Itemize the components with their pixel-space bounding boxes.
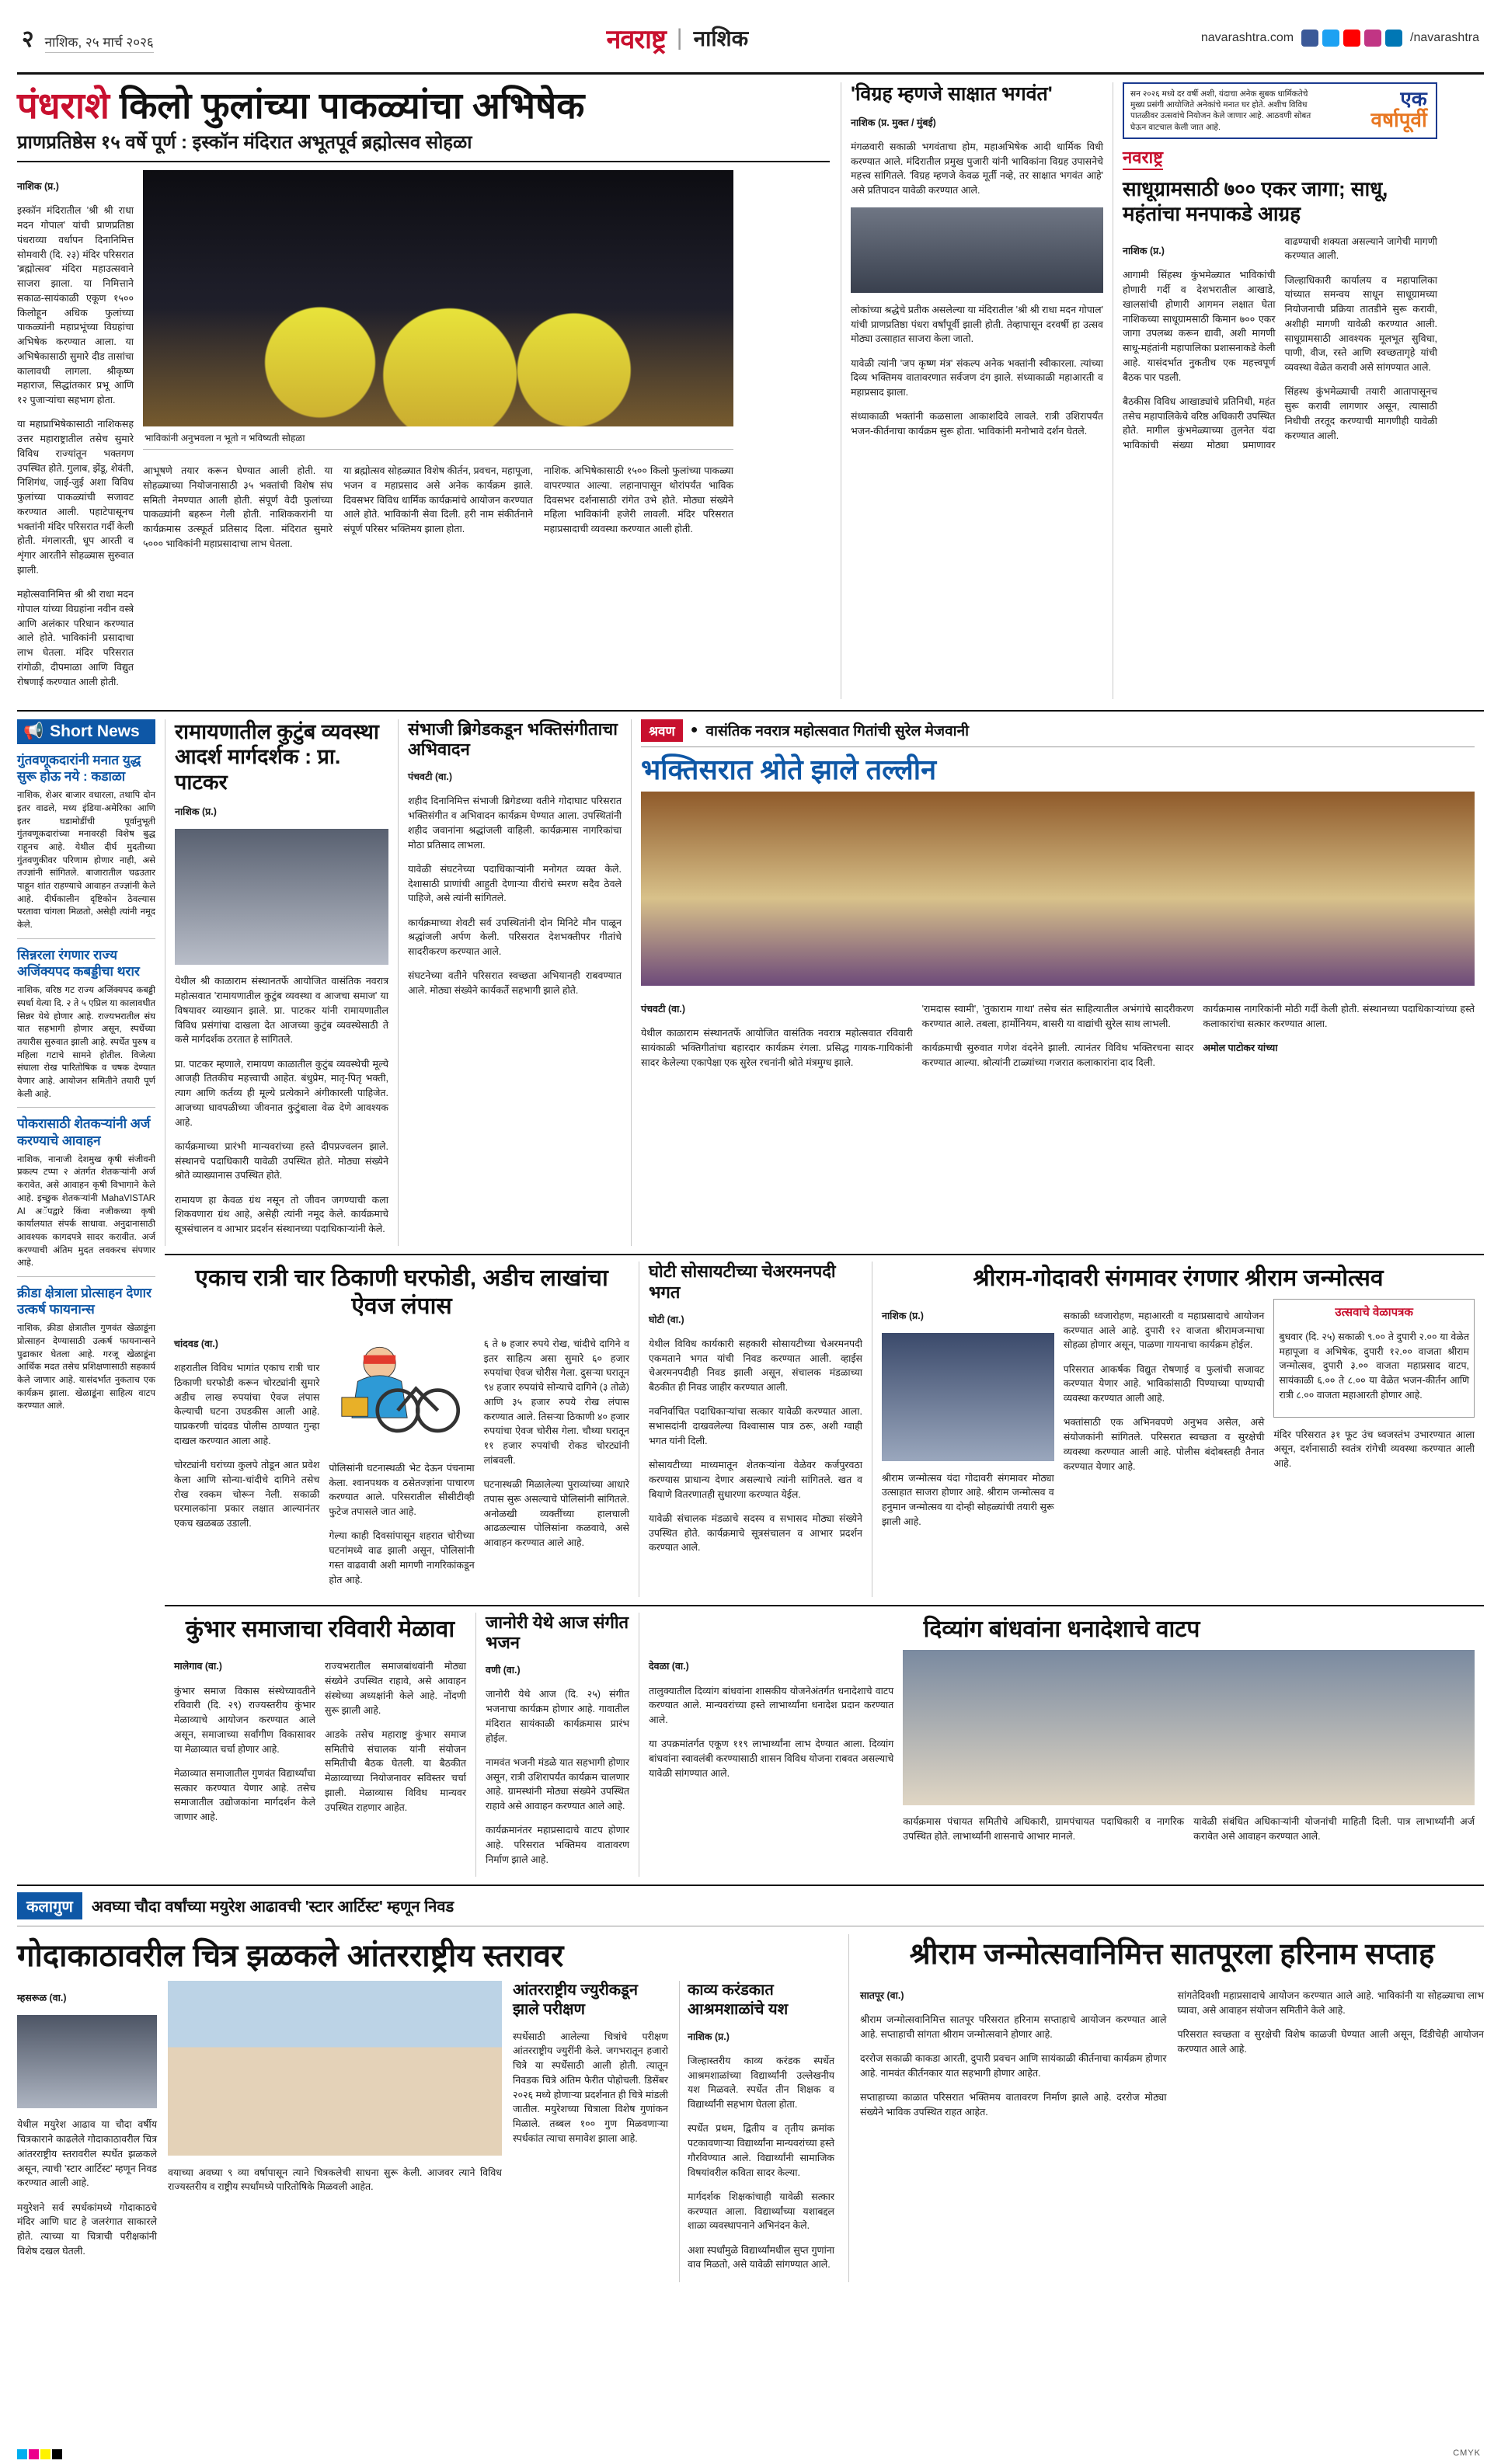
lead-body-grid — [17, 170, 830, 699]
shravan-badge: श्रवण — [641, 719, 683, 742]
lead-photo — [143, 170, 733, 426]
top-section — [17, 82, 1484, 699]
short-news-item-body: नाशिक, क्रीडा क्षेत्रातील गुणवंत खेळाडूंना प्रोत्साहन देण्यासाठी उत्कर्ष फायनान्सने पुढाकार घेतला आहे. गरजू खेळाडूंना आर्थिक मदत तसेच प्रशिक्षणासाठी सहकार्य केले जाणार आहे. यासंदर्भात नुकताच एक कार्यक्रम झाला. खेळाडूंना साहित्य वाटप करण्यात आले. — [17, 1324, 155, 1411]
lead-dateline: नाशिक (प्र.) — [17, 181, 59, 193]
kalagun-subhead: आंतरराष्ट्रीय ज्युरीकडून झाले परीक्षण — [513, 1982, 638, 2019]
short-news-item-title: गुंतवणूकदारांनी मनात युद्ध सुरू होऊ नये : कडाळा — [17, 752, 141, 785]
ghoti-body-4: यावेळी संचालक मंडळाचे सदस्य व सभासद मोठ्या संख्येने उपस्थित होते. कार्यक्रमाचे सूत्रसंचालन व आभार प्रदर्शन करण्यात आले. — [649, 1512, 862, 1554]
kalagun-headline: गोदाकाठावरील चित्र झळकले आंतरराष्ट्रीय स्तरावर — [17, 1939, 564, 1974]
kumbhar-body-1: कुंभार समाज विकास संस्थेच्यावतीने रविवारी (दि. २९) राज्यस्तरीय कुंभार मेळाव्याचे आयोजन करण्यात आले असून, समाजाच्या सर्वांगीण विकासावर या मेळाव्यात चर्चा होणार आहे. — [174, 1685, 315, 1755]
megaphone-icon: 📢 — [23, 722, 44, 740]
ghoti-body-3: सोसायटीच्या माध्यमातून शेतकऱ्यांना वेळेवर कर्जपुरवठा करण्यास प्राधान्य देणार असल्याचे त्यांनी सांगितले. खत व बियाणे वितरणातही सुधारणा करण्यात येईल. — [649, 1460, 862, 1500]
social-icons[interactable] — [1301, 30, 1402, 47]
lead-body-5: या ब्रह्मोत्सव सोहळ्यात विशेष कीर्तन, प्रवचन, महापूजा, भजन व महाप्रसाद असे अनेक कार्यक्रम झाले. दिवसभर विविध धार्मिक कार्यक्रमांचे आयोजन करण्यात आले होते. भाविकांनी सेवा दिली. हरी नाम संकीर्तनाने संपूर्ण परिसर भक्तिमय झाला होता. — [343, 465, 533, 535]
sangam-body-2: सकाळी ध्वजारोहण, महाआरती व महाप्रसादाचे आयोजन करण्यात आले आहे. दुपारी १२ वाजता श्रीरामजन्माचा सोहळा होणार असून, पाळणा गायनाचा कार्यक्रम होईल. — [1063, 1310, 1265, 1351]
kavya-story — [679, 1981, 834, 2282]
ramayana-body-3: कार्यक्रमाच्या प्रारंभी मान्यवरांच्या हस्ते दीपप्रज्वलन झाले. संस्थानचे पदाधिकारी यावेळी उपस्थित होते. मोठ्या संख्येने श्रोते व्याख्यानास उपस्थित होते. — [175, 1140, 388, 1182]
shravan-header — [641, 719, 1475, 747]
shravan-dateline: पंचवटी (वा.) — [641, 1003, 685, 1014]
shravan-photo — [641, 792, 1475, 986]
haripath-body-3: सप्ताहाच्या काळात परिसरात भक्तिमय वातावरण निर्माण झाले आहे. दररोज मोठ्या संख्येने भाविक उपस्थित राहत आहेत. — [860, 2092, 1167, 2118]
sangam-col-2 — [1064, 1299, 1265, 1539]
kumbhar-col-2 — [325, 1650, 466, 1835]
masthead-divider: | — [676, 24, 683, 50]
lead-body-2: या महाप्राभिषेकासाठी नाशिकसह उत्तर महाराष्ट्रातील तसेच सुमारे विविध राज्यांतून भक्तगण उपस्थित होते. गुलाब, झेंडू, शेवंती, निशिगंध, जाई-जुई अशा विविध फुलांच्या पाकळ्यांची सजावट करण्यात आली. पहाटेपासूनच भक्तांनी मंदिर परिसरात गर्दी केली होती. मंगलारती, धूप आरती व शृंगार आरतीने सोहळ्यास सुरुवात झाली. — [17, 419, 134, 576]
color-swatch-cyan — [17, 2449, 27, 2459]
gharfodi-col-3 — [484, 1327, 629, 1597]
lead-col-1 — [17, 170, 134, 699]
haripath-col-1 — [860, 1979, 1167, 2130]
divyang-body-3: कार्यक्रमास पंचायत समितीचे अधिकारी, ग्रामपंचायत पदाधिकारी व नागरिक उपस्थित होते. लाभार्थ्यांनी शासनाचे आभार मानले. — [903, 1816, 1185, 1843]
sangam-body-4: भक्तांसाठी एक अभिनवपणे अनुभव असेल, असे संयोजकांनी सांगितले. परिसरात स्वच्छता व सुरक्षेची व्यवस्था करण्यात आली आहे. पोलीस बंदोबस्तही तैनात करण्यात येणार आहे. — [1063, 1417, 1265, 1472]
short-news-header — [17, 719, 155, 744]
gharfodi-body-5: ६ ते ७ हजार रुपये रोख, चांदीचे दागिने व इतर साहित्य असा सुमारे ६० हजार रुपयांचा ऐवज चोरीस गेला. दुसऱ्या घरातून ९४ हजार रुपयांचे सोन्याचे दागिने (३ तोळे) आणि ३५ हजार रुपये रोख लंपास करण्यात आले. तिसऱ्या ठिकाणी ४० हजार रुपयांचा ऐवज चोरीस गेला. चौथ्या घरातून ११ हजार रुपयांची रोकड चोरट्यांनी लांबवली. — [483, 1338, 629, 1466]
sadhugram-body-1: आगामी सिंहस्थ कुंभमेळ्यात भाविकांची होणारी गर्दी व देशभरातील आखाडे, खालसांची होणारी आगमन लक्षात घेता नाशिकच्या साधूग्रामसाठी किमान ७०० एकर जागा उपलब्ध करून द्यावी, अशी मागणी साधू-महंतांनी महापालिका प्रशासनाकडे केली आहे. यासंदर्भात नुकतीच एक महत्त्वपूर्ण बैठक पार पडली. — [1123, 270, 1276, 383]
gharfodi-col-2 — [329, 1327, 474, 1597]
sadhugram-body-4: सिंहस्थ कुंभमेळ्याची तयारी आतापासूनच सुरू करावी लागणार असून, त्यासाठी निधीची तरतूद करण्याची मागणीही यावेळी करण्यात आली. — [1284, 386, 1437, 441]
bottom-section — [17, 1934, 1484, 2282]
shravan-body-cols — [641, 992, 1475, 1080]
gharfodi-body-2: चोरट्यांनी घरांच्या कुलपे तोडून आत प्रवेश केला आणि सोन्या-चांदीचे दागिने तसेच रोख रक्कम चोरून नेली. सकाळी घरमालकांना प्रकार लक्षात आल्यानंतर एकच खळबळ उडाली. — [174, 1460, 320, 1530]
sambhaji-body-1: शहीद दिनानिमित्त संभाजी ब्रिगेडच्या वतीने गोदाघाट परिसरात भक्तिसंगीत व अभिवादन कार्यक्रम घेण्यात आला. उपस्थितांनी शहीद जवानांना श्रद्धांजली वाहिली. कार्यक्रमास नागरिकांचा मोठा प्रतिसाद लाभला. — [408, 795, 622, 851]
gharfodi-body-1: शहरातील विविध भागांत एकाच रात्री चार ठिकाणी घरफोडी करून चोरट्यांनी सुमारे अडीच लाख रुपयांचा ऐवज लंपास केल्याची घटना उघडकीस आली आहे. याप्रकरणी चांदवड पोलीस ठाण्यात गुन्हा दाखल करण्यात आला आहे. — [174, 1363, 320, 1446]
facebook-icon[interactable] — [1301, 30, 1318, 47]
lead-headline — [17, 85, 830, 127]
vigraha-story — [841, 82, 1113, 699]
short-news-item-body: नाशिक, वरिष्ठ गट राज्य अजिंक्यपद कबड्डी स्पर्धा येत्या दि. २ ते ५ एप्रिल या कालावधीत सिन्नर येथे होणार आहे. राज्यभरातील संघ यात सहभागी होणार असून, स्पर्धेच्या तयारीस सुरुवात झाली आहे. स्पर्धेत पुरुष व महिला गटाचे सामने होतील. विजेत्या संघाला रोख पारितोषिक व चषक देण्यात येणार आहे. आयोजन समितीने तयारी पूर्ण केली आहे. — [17, 986, 155, 1099]
shravan-body-3: कार्यक्रमाची सुरुवात गणेश वंदनेने झाली. त्यानंतर विविध भक्तिरचना सादर करण्यात आल्या. श्रोत्यांनी टाळ्यांच्या गजरात कलाकारांना दाद दिली. — [921, 1042, 1194, 1068]
kumbhar-cols — [174, 1650, 466, 1835]
sangam-headline: श्रीराम-गोदावरी संगमावर रंगणार श्रीराम जन्मोत्सव — [973, 1265, 1384, 1292]
divyang-col-2 — [903, 1650, 1475, 1854]
color-swatch-black — [52, 2449, 62, 2459]
kalagun-col-1 — [17, 1981, 157, 2282]
kalagun-bar — [17, 1885, 1484, 1926]
ramayana-story — [165, 719, 398, 1246]
linkedin-icon[interactable] — [1385, 30, 1402, 47]
kumbhar-col-1 — [174, 1650, 315, 1835]
anniversary-logo-line2: वर्षापूर्वी — [1370, 108, 1427, 132]
shravan-byline: अमोल पाटोकर यांच्या — [1203, 1042, 1278, 1053]
short-news-item-body: नाशिक, नानाजी देशमुख कृषी संजीवनी प्रकल्प टप्पा २ अंतर्गत शेतकऱ्यांनी अर्ज करावेत, असे आवाहन कृषी विभागाने केले आहे. इच्छुक शेतकऱ्यांनी MahaVISTAR AI अॅपद्वारे किंवा नजीकच्या कृषी कार्यालयात संपर्क साधावा. अनुदानासाठी आवश्यक कागदपत्रे सादर करावीत. अर्ज करण्याची अंतिम मुदत लवकरच संपणार आहे. — [17, 1154, 155, 1269]
kumbhar-story — [165, 1613, 475, 1877]
kalagun-body-2: मयुरेशने सर्व स्पर्धकांमध्ये गोदाकाठचे मंदिर आणि घाट हे जलरंगात साकारले होते. त्याच्या या चित्राची परीक्षकांनी विशेष दखल घेतली. — [17, 2201, 157, 2257]
twitter-icon[interactable] — [1322, 30, 1339, 47]
divyang-story — [639, 1613, 1484, 1877]
lead-photo-caption: भाविकांनी अनुभवला न भूतो न भविष्यती सोहळा — [143, 426, 733, 450]
sangam-schedule-text: बुधवार (दि. २५) सकाळी ९.०० ते दुपारी २.०० या वेळेत महापूजा व अभिषेक, दुपारी १२.०० वाजता श्रीराम जन्मोत्सव, दुपारी ३.०० वाजता महाप्रसाद वाटप, सायंकाळी ६.०० ते ८.०० या वेळेत भजन-कीर्तन आणि रात्री ८.०० वाजता महाआरती होणार आहे. — [1279, 1331, 1470, 1401]
kavya-body-1: जिल्हास्तरीय काव्य करंडक स्पर्धेत आश्रमशाळांच्या विद्यार्थ्यांनी उल्लेखनीय यश मिळवले. स्पर्धेत तीन शिक्षक व विद्यार्थ्यांनी सहभाग घेतला होता. — [688, 2055, 834, 2111]
kalagun-story — [17, 1934, 848, 2282]
sambhaji-headline: संभाजी ब्रिगेडकडून भक्तिसंगीताचा अभिवादन — [408, 719, 618, 760]
divyang-body-1: तालुक्यातील दिव्यांग बांधवांना शासकीय योजनेअंतर्गत धनादेशाचे वाटप करण्यात आले. मान्यवरांच्या हस्ते लाभार्थ्यांना धनादेश प्रदान करण्यात आले. — [649, 1685, 894, 1726]
sangam-col-1 — [882, 1299, 1054, 1539]
shravan-col-3 — [1203, 992, 1475, 1080]
divyang-body-2: या उपक्रमांतर्गत एकूण ११९ लाभार्थ्यांना लाभ देण्यात आला. दिव्यांग बांधवांना स्वावलंबी करण्यासाठी शासन विविध योजना राबवत असल्याचे यावेळी सांगण्यात आले. — [649, 1738, 894, 1779]
ghoti-story — [639, 1262, 872, 1597]
shravan-col-1 — [641, 992, 913, 1080]
anniversary-box — [1123, 82, 1437, 139]
sadhugram-dateline: नाशिक (प्र.) — [1123, 245, 1165, 257]
middle-row-2 — [165, 1262, 1484, 1597]
sadhugram-headline: साधूग्रामसाठी ७०० एकर जागा; साधू, महंतांचा मनपाकडे आग्रह — [1123, 176, 1388, 226]
vigraha-body-2: लोकांच्या श्रद्धेचे प्रतीक असलेल्या या मंदिरातील 'श्री श्री राधा मदन गोपाल' यांची प्राणप्रतिष्ठा पंधरा वर्षांपूर्वी झाली होती. तेव्हापासून दरवर्षी हा उत्सव मोठ्या उत्साहात साजरा केला जातो. — [851, 304, 1103, 345]
ghoti-dateline: घोटी (वा.) — [649, 1314, 684, 1325]
haripath-cols — [860, 1979, 1484, 2130]
instagram-icon[interactable] — [1364, 30, 1381, 47]
kavya-body-3: मार्गदर्शक शिक्षकांचाही यावेळी सत्कार करण्यात आला. विद्यार्थ्यांच्या यशाबद्दल शाळा व्यवस्थापनाने अभिनंदन केले. — [688, 2191, 834, 2232]
publication-logo: नवराष्ट्र — [606, 24, 666, 54]
ramayana-photo — [175, 829, 388, 965]
lead-photo-block — [143, 170, 733, 699]
ghoti-headline: घोटी सोसायटीच्या चेअरमनपदी भगत — [649, 1262, 836, 1302]
kavya-headline: काव्य करंडकात आश्रमशाळांचे यश — [688, 1982, 789, 2019]
sangam-col-3 — [1273, 1299, 1475, 1539]
ramayana-dateline: नाशिक (प्र.) — [175, 806, 217, 817]
footer-color-bar-left — [17, 2449, 62, 2459]
kalagun-strap: अवघ्या चौदा वर्षांच्या मयुरेश आढावची 'स्टार आर्टिस्ट' म्हणून निवड — [91, 1898, 454, 1916]
short-news-item[interactable] — [17, 752, 155, 932]
kalagun-dateline: म्हसरूळ (वा.) — [17, 1992, 67, 2003]
short-news-item[interactable] — [17, 1285, 155, 1413]
date-line: नाशिक, २५ मार्च २०२६ — [45, 33, 154, 53]
divyang-photo — [903, 1650, 1475, 1805]
artist-photo — [17, 2015, 157, 2108]
edition-name: नाशिक — [693, 26, 749, 50]
haripath-body-1: श्रीराम जन्मोत्सवानिमित्त सातपूर परिसरात हरिनाम सप्ताहाचे आयोजन करण्यात आले आहे. सप्ताहाची सांगता श्रीराम जन्मोत्सवाने होणार आहे. — [860, 2014, 1167, 2041]
sangam-schedule-box — [1273, 1299, 1475, 1418]
janori-body-2: नामवंत भजनी मंडळे यात सहभागी होणार असून, रात्री उशिरापर्यंत कार्यक्रम चालणार आहे. ग्रामस्थांनी मोठ्या संख्येने उपस्थित राहावे असे आवाहन करण्यात आले आहे. — [486, 1756, 629, 1812]
lead-story — [17, 82, 841, 699]
janori-story — [475, 1613, 639, 1877]
middle-section — [17, 710, 1484, 1877]
kumbhar-body-2: मेळाव्यात समाजातील गुणवंत विद्यार्थ्यांचा सत्कार करण्यात येणार आहे. तसेच समाजातील उद्योजकांना मार्गदर्शन केले जाणार आहे. — [174, 1767, 315, 1823]
middle-row-1 — [165, 719, 1484, 1246]
painting-photo — [168, 1981, 502, 2156]
haripath-story — [848, 1934, 1484, 2282]
middle-row-3 — [165, 1613, 1484, 1877]
short-news-item[interactable] — [17, 947, 155, 1101]
sangam-story — [872, 1262, 1484, 1597]
haripath-body-2: दररोज सकाळी काकडा आरती, दुपारी प्रवचन आणि सायंकाळी कीर्तनाचा कार्यक्रम होणार आहे. नामवंत कीर्तनकार यात सहभागी होणार आहेत. — [860, 2053, 1167, 2079]
sadhugram-body — [1123, 235, 1437, 453]
divyang-dateline: देवळा (वा.) — [649, 1661, 689, 1672]
lead-headline-highlight: पंधराशे — [17, 85, 110, 126]
kumbhar-body-4: आडके तसेच महाराष्ट्र कुंभार समाज समितीचे संचालक यांनी संयोजन समितीची बैठक घेतली. या बैठकीत मेळाव्याच्या नियोजनावर सविस्तर चर्चा झाली. मेळाव्यास विविध मान्यवर उपस्थित राहणार आहेत. — [325, 1728, 466, 1813]
kumbhar-dateline: मालेगाव (वा.) — [174, 1661, 222, 1672]
ramayana-headline: रामायणातील कुटुंब व्यवस्था आदर्श मार्गदर्शक : प्रा. पाटकर — [175, 719, 379, 794]
anniversary-logo-line1: एक — [1400, 87, 1427, 110]
middle-main — [165, 719, 1484, 1877]
kalagun-col-3 — [513, 1981, 668, 2282]
lead-body-4: आभूषणे तयार करून घेण्यात आली होती. या सोहळ्याच्या नियोजनासाठी ३५ भक्तांची विशेष संघ समिती नेमण्यात आली होती. संपूर्ण वेदी फुलांच्या पाकळ्यांनी बहरून गेली होती. नाशिककरांनी या कार्यक्रमास उत्स्फूर्त प्रतिसाद दिला. मंदिरात सुमारे ५००० भाविकांनी महाप्रसादाचा लाभ घेतला. — [143, 465, 333, 549]
haripath-col-2 — [1178, 1979, 1485, 2130]
vigraha-photo — [851, 207, 1103, 293]
haripath-body-4: सांगतेदिवशी महाप्रसादाचे आयोजन करण्यात आले आहे. भाविकांनी या सोहळ्याचा लाभ घ्यावा, असे आवाहन संयोजन समितीने केले आहे. — [1177, 1990, 1484, 2016]
shravan-story — [631, 719, 1484, 1246]
color-swatch-magenta — [29, 2449, 39, 2459]
vigraha-dateline: नाशिक (प्र. मुक्त / मुंबई) — [851, 117, 936, 128]
gharfodi-body-4: गेल्या काही दिवसांपासून शहरात चोरीच्या घटनांमध्ये वाढ झाली असून, पोलिसांनी गस्त वाढवावी अशी मागणी नागरिकांकडून होत आहे. — [329, 1530, 475, 1585]
page-number: २ — [22, 26, 34, 52]
vigraha-headline: 'विग्रह म्हणजे साक्षात भगवंत' — [851, 83, 1053, 105]
sangam-body-3: परिसरात आकर्षक विद्युत रोषणाई व फुलांची सजावट करण्यात येणार आहे. भाविकांसाठी पिण्याच्या पाण्याची व्यवस्था करण्यात आली आहे. — [1063, 1363, 1265, 1404]
ramayana-body-4: रामायण हा केवळ ग्रंथ नसून तो जीवन जगण्याची कला शिकवणारा ग्रंथ आहे, असेही त्यांनी नमूद केले. कार्यक्रमाचे सूत्रसंचालन व आभार प्रदर्शन संस्थानच्या पदाधिकाऱ्यांनी केले. — [175, 1194, 388, 1235]
sadhugram-body-3: जिल्हाधिकारी कार्यालय व महापालिका यांच्यात समन्वय साधून साधूग्रामच्या नियोजनाची प्रक्रिया तातडीने सुरू करावी, अशीही मागणी यावेळी करण्यात आली. साधूग्रामसाठी आवश्यक मूलभूत सुविधा, पाणी, वीज, रस्ते आणि स्वच्छतागृहे यांची व्यवस्था वेळेत करावी असे सांगण्यात आले. — [1284, 274, 1437, 374]
section-tag-navrashtra: नवराष्ट्र — [1123, 145, 1163, 170]
shravan-col-2 — [922, 992, 1194, 1080]
masthead — [17, 0, 1484, 75]
sambhaji-dateline: पंचवटी (वा.) — [408, 771, 452, 783]
lead-subheadline: प्राणप्रतिष्ठेस १५ वर्षे पूर्ण : इस्कॉन मंदिरात अभूतपूर्व ब्रह्मोत्सव सोहळा — [17, 131, 830, 162]
sangam-body-1: श्रीराम जन्मोत्सव यंदा गोदावरी संगमावर मोठ्या उत्साहात साजरा होणार आहे. श्रीराम जन्मोत्सव व हनुमान जन्मोत्सव या दोन्ही सोहळ्यांची तयारी सुरू झाली आहे. — [882, 1472, 1054, 1527]
short-news-item[interactable] — [17, 1115, 155, 1270]
kavya-body-4: अशा स्पर्धांमुळे विद्यार्थ्यांमधील सुप्त गुणांना वाव मिळतो, असे यावेळी सांगण्यात आले. — [688, 2244, 834, 2271]
kavya-dateline: नाशिक (प्र.) — [688, 2031, 730, 2042]
shravan-body-4: कार्यक्रमास नागरिकांनी मोठी गर्दी केली होती. संस्थानच्या पदाधिकाऱ्यांच्या हस्ते कलाकारांचा सत्कार करण्यात आला. — [1203, 1003, 1475, 1029]
sangam-body-5: मंदिर परिसरात ३१ फूट उंच ध्वजस्तंभ उभारण्यात आला असून, दर्शनासाठी स्वतंत्र रांगेची व्यवस्था करण्यात आली आहे. — [1273, 1429, 1475, 1470]
sangam-schedule-title: उत्सवाचे वेळापत्रक — [1335, 1306, 1413, 1320]
kalagun-sub-body: स्पर्धेसाठी आलेल्या चित्रांचे परीक्षण आंतरराष्ट्रीय ज्युरींनी केले. जगभरातून हजारो चित्रे या स्पर्धेसाठी आली होती. त्यातून निवडक चित्रे अंतिम फेरीत पोहोचली. डिसेंबर २०२६ मध्ये होणाऱ्या प्रदर्शनात ही चित्रे मांडली जातील. मयुरेशच्या चित्राला विशेष गुणांकन मिळाले. तब्बल १०० गुण मिळवणाऱ्या स्पर्धकांत त्याचा समावेश झाला आहे. — [513, 2031, 668, 2144]
sambhaji-story — [398, 719, 631, 1246]
kalagun-cols — [17, 1981, 838, 2282]
ghoti-body-2: नवनिर्वाचित पदाधिकाऱ्यांचा सत्कार यावेळी करण्यात आला. सभासदांनी दाखवलेल्या विश्वासास पात्र ठरू, अशी ग्वाही भगत यांनी दिली. — [649, 1406, 862, 1446]
short-news-item-body: नाशिक, शेअर बाजार वधारला, तथापि दोन इतर वाढले, मध्य इंडिया-अमेरिका आणि इतर घडामोडींची पूर्वानुभूती गुंतवणूकदारांच्या मनावरही विशेष बुद्ध राहूनच आहे. येथील दीर्घ मुदतीच्या गुंतवणुकीवर परिणाम होणार नाही, असे तज्ज्ञांनी सांगितले. बाजारातील चढउतार पाहून शांत राहण्याचे आवाहन तज्ज्ञांनी केले आहे. दीर्घकालीन दृष्टिकोन ठेवल्यास परतावा चांगला मिळतो, असेही त्यांनी नमूद केले. — [17, 791, 155, 931]
kumbhar-headline: कुंभार समाजाचा रविवारी मेळावा — [185, 1616, 455, 1642]
gharfodi-story — [165, 1262, 639, 1597]
sadhugram-body-2: बैठकीस विविध आखाड्यांचे प्रतिनिधी, महंत तसेच महापालिकेचे वरिष्ठ अधिकारी उपस्थित होते. मागील कुंभमेळ्याच्या तुलनेत यंदा भाविकांची संख्या मोठ्या प्रमाणावर वाढण्याची शक्यता असल्याने जागेची मागणी करण्यात आली. — [1123, 235, 1437, 451]
social-handle[interactable]: /navarashtra — [1410, 30, 1479, 44]
gharfodi-headline: एकाच रात्री चार ठिकाणी घरफोडी, अडीच लाखांचा ऐवज लंपास — [195, 1265, 608, 1320]
lead-para-1 — [17, 179, 134, 194]
kalagun-col-2 — [168, 1981, 502, 2282]
color-swatch-yellow — [40, 2449, 50, 2459]
website-url[interactable]: navarashtra.com — [1200, 30, 1294, 44]
sadhugram-story — [1113, 82, 1437, 699]
janori-body-3: कार्यक्रमानंतर महाप्रसादाचे वाटप होणार आहे. परिसरात भक्तिमय वातावरण निर्माण झाले आहे. — [486, 1825, 629, 1865]
divyang-cols — [649, 1650, 1475, 1854]
lead-body-3: महोत्सवानिमित्त श्री श्री राधा मदन गोपाल यांच्या विग्रहांना नवीन वस्त्रे आणि अलंकार परिधान करण्यात आले होते. भाविकांनी प्रसादाचा लाभ घेतला. मंदिर परिसरात रांगोळी, दीपमाळा आणि विद्युत रोषणाई करण्यात आली होती. — [17, 589, 134, 687]
shravan-strap: वासंतिक नवरात्र महोत्सवात गितांची सुरेल मेजवानी — [705, 723, 970, 740]
janori-headline: जानोरी येथे आज संगीत भजन — [486, 1612, 629, 1653]
burglar-illustration — [329, 1327, 474, 1451]
shravan-headline: भक्तिसरात श्रोते झाले तल्लीन — [641, 753, 937, 785]
vigraha-body-4: संध्याकाळी भक्तांनी कळसाला आकाशदिवे लावले. रात्री उशिरापर्यंत भजन-कीर्तनाचा कार्यक्रम सुरू होता. भाविकांनी मनोभावे दर्शन घेतले. — [851, 411, 1103, 437]
shravan-body-2: 'रामदास स्वामी', 'तुकाराम गाथा' तसेच संत साहित्यातील अभंगांचे सादरीकरण करण्यात आले. तबला, हार्मोनियम, बासरी या वाद्यांची सुरेल साथ लाभली. — [921, 1003, 1194, 1029]
sangam-cols — [882, 1299, 1475, 1539]
divyang-col-1 — [649, 1650, 893, 1854]
haripath-body-5: परिसरात स्वच्छता व सुरक्षेची विशेष काळजी घेण्यात आली असून, दिंडीचेही आयोजन करण्यात आले आहे. — [1177, 2029, 1484, 2055]
divyang-headline: दिव्यांग बांधवांना धनादेशाचे वाटप — [923, 1616, 1200, 1642]
ramayana-body-2: प्रा. पाटकर म्हणाले, रामायण काळातील कुटुंब व्यवस्थेची मूल्ये आजही तितकीच महत्त्वाची आहेत. बंधुप्रेम, मातृ-पितृ भक्ती, त्याग आणि कर्तव्य ही मूल्ये प्रत्येकाने अंगीकारली पाहिजेत. आजच्या धावपळीच्या जीवनात कुटुंबाला वेळ देणे आवश्यक आहे. — [175, 1058, 388, 1128]
haripath-headline: श्रीराम जन्मोत्सवानिमित्त सातपूरला हरिनाम सप्ताह — [909, 1938, 1435, 1972]
short-news-column — [17, 719, 165, 1877]
masthead-center — [606, 20, 748, 56]
bullet-icon: ● — [690, 723, 698, 737]
short-news-item-title: पोकरासाठी शेतकऱ्यांनी अर्ज करण्याचे आवाहन — [17, 1116, 151, 1148]
lead-body-6: नाशिक. अभिषेकासाठी १५०० किलो फुलांच्या पाकळ्या वापरण्यात आल्या. लहानापासून थोरांपर्यंत भाविक दिवसभर दर्शनासाठी रांगेत उभे होते. मोठ्या संख्येने महिला भाविकांनी हजेरी लावली. मंदिर परिसरात महाप्रसादाची व्यवस्था करण्यात आली होती. — [544, 465, 733, 535]
youtube-icon[interactable] — [1343, 30, 1360, 47]
lead-lower-cols — [143, 454, 733, 562]
lead-body-1: इस्कॉन मंदिरातील 'श्री श्री राधा मदन गोपाल' यांची प्राणप्रतिष्ठा पंधराव्या वर्धापन दिनानिमित्त सोमवारी (दि. २३) मंदिर परिसरात 'ब्रह्मोत्सव' मंदिरा महाउत्सवाने साजरा झाला. या निमित्ताने सकाळ-सायंकाळी एकूण १५०० किलोहून अधिक फुलांच्या पाकळ्यांनी महाप्रभूंच्या विग्रहांचा अभिषेक करण्यात आला. या अभिषेकासाठी सुमारे दीड तासांचा कालावधी लागला. श्रीकृष्ण महाराज, सिद्धांतकार प्रभू आणि १२ पुजाऱ्यांचा सहभाग होता. — [17, 205, 134, 406]
short-news-title: Short News — [50, 722, 140, 740]
burglar-icon — [329, 1327, 474, 1443]
kalagun-body-1: येथील मयुरेश आढाव या चौदा वर्षीय चित्रकाराने काढलेले गोदाकाठावरील चित्र आंतरराष्ट्रीय स्तरावरील स्पर्धेत झळकले असून, त्याची 'स्टार आर्टिस्ट' म्हणून निवड करण्यात आली आहे. — [17, 2119, 157, 2189]
gharfodi-body-6: घटनास्थळी मिळालेल्या पुराव्यांच्या आधारे तपास सुरू असल्याचे पोलिसांनी सांगितले. अनोळखी व्यक्तींच्या हालचाली आढळल्यास पोलिसांना कळवावे, असे आवाहन करण्यात आले आहे. — [483, 1479, 629, 1549]
cmyk-label: CMYK — [1453, 2448, 1481, 2458]
kalagun-badge: कलागुण — [17, 1892, 82, 1919]
lead-headline-rest: किलो फुलांच्या पाकळ्यांचा अभिषेक — [120, 85, 585, 126]
anniversary-text: सन २०२६ मध्ये दर वर्षी अशी, यंदाचा अनेक सुबक धार्मिकतेचे मुख्य प्रसंगी आयोजिते अनेकांचे मनात घर होते. अशीच विविध पातळीवर उत्सवांचे नियोजन केले जाणार आहे. आठवणी सोबत घेऊन वाटचाल केली जात आहे. — [1130, 89, 1311, 132]
short-news-item-title: क्रीडा क्षेत्राला प्रोत्साहन देणार उत्कर्ष फायनान्स — [17, 1285, 152, 1317]
gharfodi-col-1 — [174, 1327, 319, 1597]
divyang-body-4: यावेळी संबंधित अधिकाऱ्यांनी योजनांची माहिती दिली. पात्र लाभार्थ्यांनी अर्ज करावेत असे आवाहन करण्यात आले. — [1193, 1816, 1475, 1843]
masthead-right — [1201, 30, 1479, 47]
kalagun-body-3: वयाच्या अवघ्या ९ व्या वर्षापासून त्याने चित्रकलेची साधना सुरू केली. आजवर त्याने विविध राज्यस्तरीय व राष्ट्रीय स्पर्धांमध्ये पारितोषिके मिळवली आहेत. — [168, 2166, 502, 2193]
masthead-left — [22, 22, 154, 54]
ghoti-body-1: येथील विविध कार्यकारी सहकारी सोसायटीच्या चेअरमनपदी एकमताने भगत यांची निवड करण्यात आली. व्हाईस चेअरमनपदीही निवड झाली असून, संचालक मंडळाच्या बैठकीत ही निवड जाहीर करण्यात आली. — [649, 1338, 862, 1394]
anniversary-logo — [1325, 89, 1427, 131]
divyang-lower — [903, 1805, 1475, 1854]
sambhaji-body-2: यावेळी संघटनेच्या पदाधिकाऱ्यांनी मनोगत व्यक्त केले. देशासाठी प्राणांची आहुती देणाऱ्या वीरांचे स्मरण सदैव ठेवले पाहिजे, असे त्यांनी सांगितले. — [408, 863, 622, 904]
vigraha-body-3: यावेळी त्यांनी 'जप कृष्ण मंत्र' संकल्प अनेक भक्तांनी स्वीकारला. त्यांच्या दिव्य भक्तिमय वातावरणात सर्वजण दंग झाले. संध्याकाळी महाआरती व महाप्रसाद झाला. — [851, 357, 1103, 398]
gharfodi-body-3: पोलिसांनी घटनास्थळी भेट देऊन पंचनामा केला. श्वानपथक व ठसेतज्ज्ञांना पाचारण करण्यात आले. परिसरातील सीसीटीव्ही फुटेज तपासले जात आहे. — [329, 1462, 475, 1518]
vigraha-body-1: मंगळवारी सकाळी भगवंताचा होम, महाअभिषेक आदी धार्मिक विधी करण्यात आले. मंदिरातील प्रमुख पुजारी यांनी भाविकांना विग्रह उपासनेचे महत्त्व सांगितले. 'विग्रह म्हणजे केवळ मूर्ती नव्हे, तर साक्षात भगवंत आहे' असे प्रतिपादन यावेळी करण्यात आले. — [851, 141, 1103, 196]
sangam-photo — [882, 1333, 1054, 1461]
ramayana-body-1: येथील श्री काळाराम संस्थानतर्फे आयोजित वासंतिक नवरात्र महोत्सवात 'रामायणातील कुटुंब व्यवस्था व आजचा समाज' या विषयावर व्याख्यान झाले. प्रा. पाटकर यांनी रामायणातील विविध प्रसंगांचा दाखला देत आजच्या कुटुंब व्यवस्थेसाठी ते कसे मार्गदर्शक ठरतात हे सांगितले. — [175, 976, 388, 1046]
sambhaji-body-3: कार्यक्रमाच्या शेवटी सर्व उपस्थितांनी दोन मिनिटे मौन पाळून श्रद्धांजली अर्पण केली. परिसरात देशभक्तीपर गीतांचे सादरीकरण करण्यात आले. — [408, 917, 622, 958]
gharfodi-dateline: चांदवड (वा.) — [174, 1338, 218, 1349]
short-news-item-title: सिन्नरला रंगणार राज्य अजिंक्यपद कबड्डीचा थरार — [17, 947, 140, 980]
gharfodi-cols — [174, 1327, 629, 1597]
janori-dateline: वणी (वा.) — [486, 1665, 521, 1676]
kumbhar-body-3: राज्यभरातील समाजबांधवांनी मोठ्या संख्येने उपस्थित राहावे, असे आवाहन संस्थेच्या अध्यक्षांनी केले आहे. नोंदणी सुरू झाली आहे. — [325, 1661, 466, 1716]
sambhaji-body-4: संघटनेच्या वतीने परिसरात स्वच्छता अभियानही राबवण्यात आले. मोठ्या संख्येने कार्यकर्ते सहभागी झाले होते. — [408, 970, 622, 997]
janori-body-1: जानोरी येथे आज (दि. २५) संगीत भजनाचा कार्यक्रम होणार आहे. गावातील मंदिरात सायंकाळी कार्यक्रमास प्रारंभ होईल. — [486, 1689, 629, 1744]
haripath-dateline: सातपूर (वा.) — [860, 1990, 904, 2002]
kavya-body-2: स्पर्धेत प्रथम, द्वितीय व तृतीय क्रमांक पटकावणाऱ्या विद्यार्थ्यांना मान्यवरांच्या हस्ते गौरविण्यात आले. विद्यार्थ्यांनी सामाजिक विषयांवरील कविता सादर केल्या. — [688, 2123, 834, 2178]
shravan-body-1: येथील काळाराम संस्थानतर्फे आयोजित वासंतिक नवरात्र महोत्सवात रविवारी सायंकाळी भक्तिगीतांचा बहारदार कार्यक्रम रंगला. प्रसिद्ध गायक-गायिकांनी सादर केलेल्या एकापेक्षा एक सुरेल रचनांनी श्रोते मंत्रमुग्ध झाले. — [641, 1028, 913, 1068]
sangam-dateline: नाशिक (प्र.) — [882, 1310, 924, 1321]
